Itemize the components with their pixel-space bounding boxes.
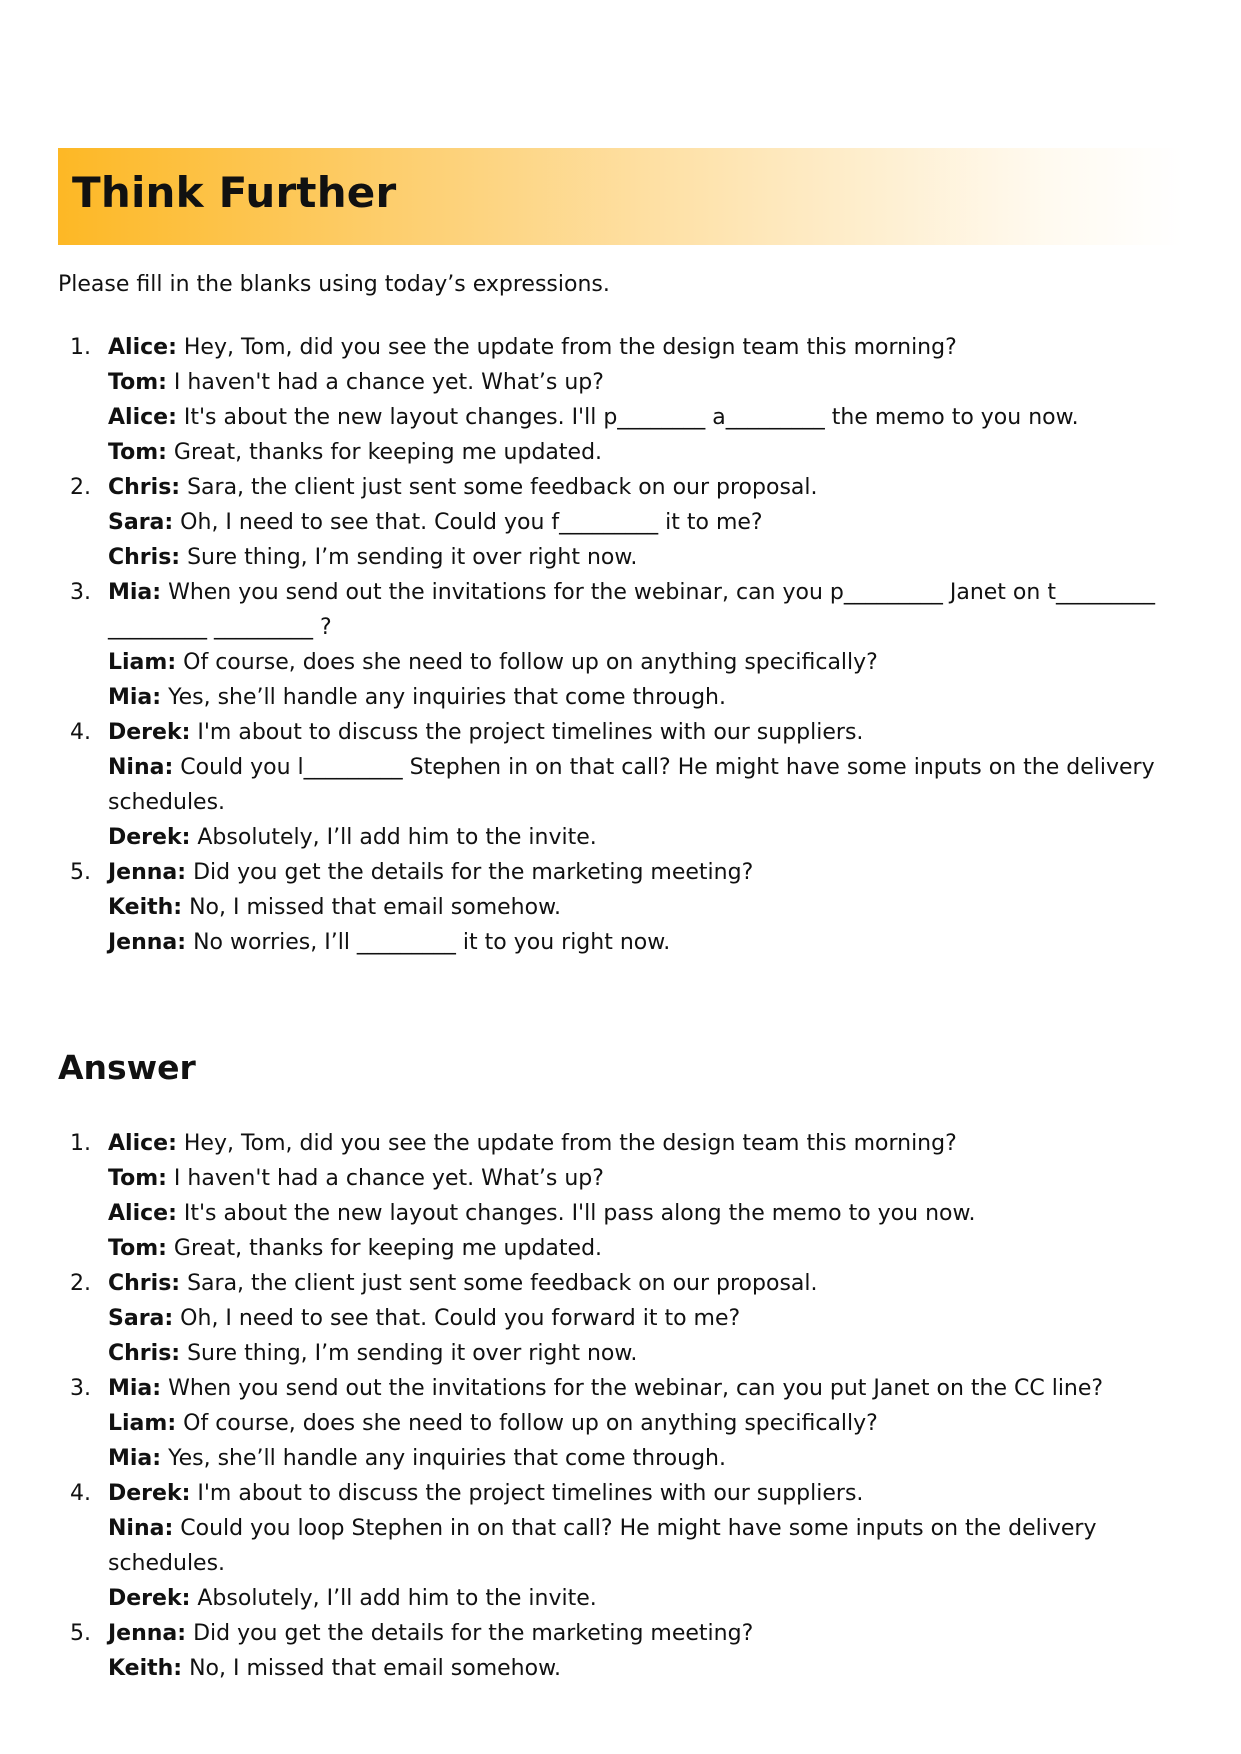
- item-number: 4.: [70, 720, 91, 745]
- dialogue-line: [108, 1441, 1188, 1476]
- speaker-name: Derek:: [108, 1481, 191, 1506]
- dialogue-line: [108, 1406, 1188, 1441]
- dialogue-line: [108, 890, 1188, 925]
- instruction-text: Please fill in the blanks using today’s expressions.: [58, 272, 610, 297]
- speaker-name: Nina:: [108, 1516, 174, 1541]
- dialogue-text: Did you get the details for the marketing meeting?: [186, 1621, 754, 1646]
- answer-heading: Answer: [58, 1048, 196, 1087]
- item-number: 4.: [70, 1481, 91, 1506]
- speaker-name: Tom:: [108, 1166, 167, 1191]
- dialogue-line: [108, 1581, 1188, 1616]
- dialogue-text: Hey, Tom, did you see the update from the design team this morning?: [176, 1131, 957, 1156]
- speaker-name: Alice:: [108, 1201, 177, 1226]
- dialogue-line: [108, 505, 1188, 540]
- speaker-name: Tom:: [108, 440, 167, 465]
- dialogue-line: [108, 575, 1188, 645]
- dialogue-line: [108, 365, 1188, 400]
- item-number: 1.: [70, 1131, 91, 1156]
- dialogue-text: I haven't had a chance yet. What’s up?: [166, 370, 604, 395]
- dialogue-line: [108, 400, 1188, 435]
- dialogue-line: [108, 1126, 1188, 1161]
- page-title: Think Further: [72, 168, 397, 217]
- dialogue-text: Of course, does she need to follow up on anything specifically?: [176, 650, 878, 675]
- dialogue-text: It's about the new layout changes. I'll p________ a_________ the memo to you now.: [176, 405, 1079, 430]
- dialogue-line: [108, 1511, 1188, 1581]
- dialogue-text: Oh, I need to see that. Could you f_________ it to me?: [173, 510, 763, 535]
- speaker-name: Jenna:: [108, 930, 187, 955]
- speaker-name: Mia:: [108, 685, 162, 710]
- dialogue-line: [108, 1476, 1188, 1511]
- dialogue-text: Could you loop Stephen in on that call? He might have some inputs on the delivery schedules.: [108, 1516, 1104, 1576]
- answer-item: [58, 1616, 1188, 1686]
- item-number: 5.: [70, 1621, 91, 1646]
- dialogue-line: [108, 645, 1188, 680]
- dialogue-line: [108, 1371, 1188, 1406]
- speaker-name: Liam:: [108, 1411, 177, 1436]
- dialogue-text: Sara, the client just sent some feedback on our proposal.: [180, 1271, 818, 1296]
- dialogue-line: [108, 470, 1188, 505]
- dialogue-text: Sara, the client just sent some feedback on our proposal.: [180, 475, 818, 500]
- speaker-name: Chris:: [108, 1271, 181, 1296]
- dialogue-text: Sure thing, I’m sending it over right now.: [180, 1341, 638, 1366]
- dialogue-line: [108, 1301, 1188, 1336]
- speaker-name: Jenna:: [108, 1621, 187, 1646]
- dialogue-line: [108, 680, 1188, 715]
- dialogue-line: [108, 1616, 1188, 1651]
- item-number: 5.: [70, 860, 91, 885]
- dialogue-text: I haven't had a chance yet. What’s up?: [166, 1166, 604, 1191]
- speaker-name: Tom:: [108, 370, 167, 395]
- dialogue-text: It's about the new layout changes. I'll pass along the memo to you now.: [176, 1201, 976, 1226]
- dialogue-text: Absolutely, I’ll add him to the invite.: [190, 825, 597, 850]
- dialogue-text: When you send out the invitations for the webinar, can you put Janet on the CC line?: [161, 1376, 1104, 1401]
- dialogue-text: No, I missed that email somehow.: [182, 895, 562, 920]
- item-number: 1.: [70, 335, 91, 360]
- speaker-name: Sara:: [108, 510, 174, 535]
- answer-list: [58, 1126, 1188, 1686]
- dialogue-line: [108, 715, 1188, 750]
- speaker-name: Liam:: [108, 650, 177, 675]
- speaker-name: Alice:: [108, 405, 177, 430]
- item-number: 3.: [70, 580, 91, 605]
- dialogue-text: Yes, she’ll handle any inquiries that come through.: [161, 685, 726, 710]
- dialogue-line: [108, 435, 1188, 470]
- answer-item: [58, 1126, 1188, 1266]
- dialogue-text: No, I missed that email somehow.: [182, 1656, 562, 1681]
- dialogue-text: I'm about to discuss the project timelines with our suppliers.: [190, 720, 864, 745]
- dialogue-text: Hey, Tom, did you see the update from the design team this morning?: [176, 335, 957, 360]
- speaker-name: Alice:: [108, 1131, 177, 1156]
- speaker-name: Nina:: [108, 755, 174, 780]
- speaker-name: Tom:: [108, 1236, 167, 1261]
- dialogue-text: Oh, I need to see that. Could you forward it to me?: [173, 1306, 741, 1331]
- speaker-name: Derek:: [108, 825, 191, 850]
- dialogue-text: Yes, she’ll handle any inquiries that come through.: [161, 1446, 726, 1471]
- dialogue-line: [108, 330, 1188, 365]
- question-item: [58, 715, 1188, 855]
- question-item: [58, 330, 1188, 470]
- speaker-name: Keith:: [108, 895, 183, 920]
- dialogue-line: [108, 540, 1188, 575]
- speaker-name: Jenna:: [108, 860, 187, 885]
- dialogue-line: [108, 1161, 1188, 1196]
- speaker-name: Mia:: [108, 1446, 162, 1471]
- speaker-name: Mia:: [108, 1376, 162, 1401]
- question-item: [58, 470, 1188, 575]
- speaker-name: Derek:: [108, 720, 191, 745]
- dialogue-line: [108, 1336, 1188, 1371]
- item-number: 2.: [70, 475, 91, 500]
- dialogue-text: Great, thanks for keeping me updated.: [166, 440, 603, 465]
- dialogue-line: [108, 925, 1188, 960]
- dialogue-line: [108, 1196, 1188, 1231]
- dialogue-line: [108, 820, 1188, 855]
- dialogue-line: [108, 1231, 1188, 1266]
- answer-item: [58, 1476, 1188, 1616]
- speaker-name: Keith:: [108, 1656, 183, 1681]
- speaker-name: Derek:: [108, 1586, 191, 1611]
- speaker-name: Mia:: [108, 580, 162, 605]
- dialogue-line: [108, 855, 1188, 890]
- speaker-name: Chris:: [108, 475, 181, 500]
- dialogue-text: No worries, I’ll _________ it to you right now.: [186, 930, 671, 955]
- answer-item: [58, 1266, 1188, 1371]
- dialogue-text: Did you get the details for the marketing meeting?: [186, 860, 754, 885]
- question-list: [58, 330, 1188, 960]
- speaker-name: Chris:: [108, 545, 181, 570]
- dialogue-text: Could you l_________ Stephen in on that call? He might have some inputs on the delivery schedules.: [108, 755, 1162, 815]
- dialogue-line: [108, 750, 1188, 820]
- dialogue-line: [108, 1266, 1188, 1301]
- dialogue-text: When you send out the invitations for the webinar, can you p_________ Janet on t_________ _________ _________ ?: [108, 580, 1162, 640]
- answer-item: [58, 1371, 1188, 1476]
- title-banner: [58, 148, 1183, 245]
- item-number: 2.: [70, 1271, 91, 1296]
- speaker-name: Sara:: [108, 1306, 174, 1331]
- dialogue-text: Great, thanks for keeping me updated.: [166, 1236, 603, 1261]
- question-item: [58, 855, 1188, 960]
- dialogue-line: [108, 1651, 1188, 1686]
- dialogue-text: Sure thing, I’m sending it over right now.: [180, 545, 638, 570]
- dialogue-text: I'm about to discuss the project timelines with our suppliers.: [190, 1481, 864, 1506]
- question-item: [58, 575, 1188, 715]
- speaker-name: Alice:: [108, 335, 177, 360]
- dialogue-text: Of course, does she need to follow up on anything specifically?: [176, 1411, 878, 1436]
- speaker-name: Chris:: [108, 1341, 181, 1366]
- dialogue-text: Absolutely, I’ll add him to the invite.: [190, 1586, 597, 1611]
- item-number: 3.: [70, 1376, 91, 1401]
